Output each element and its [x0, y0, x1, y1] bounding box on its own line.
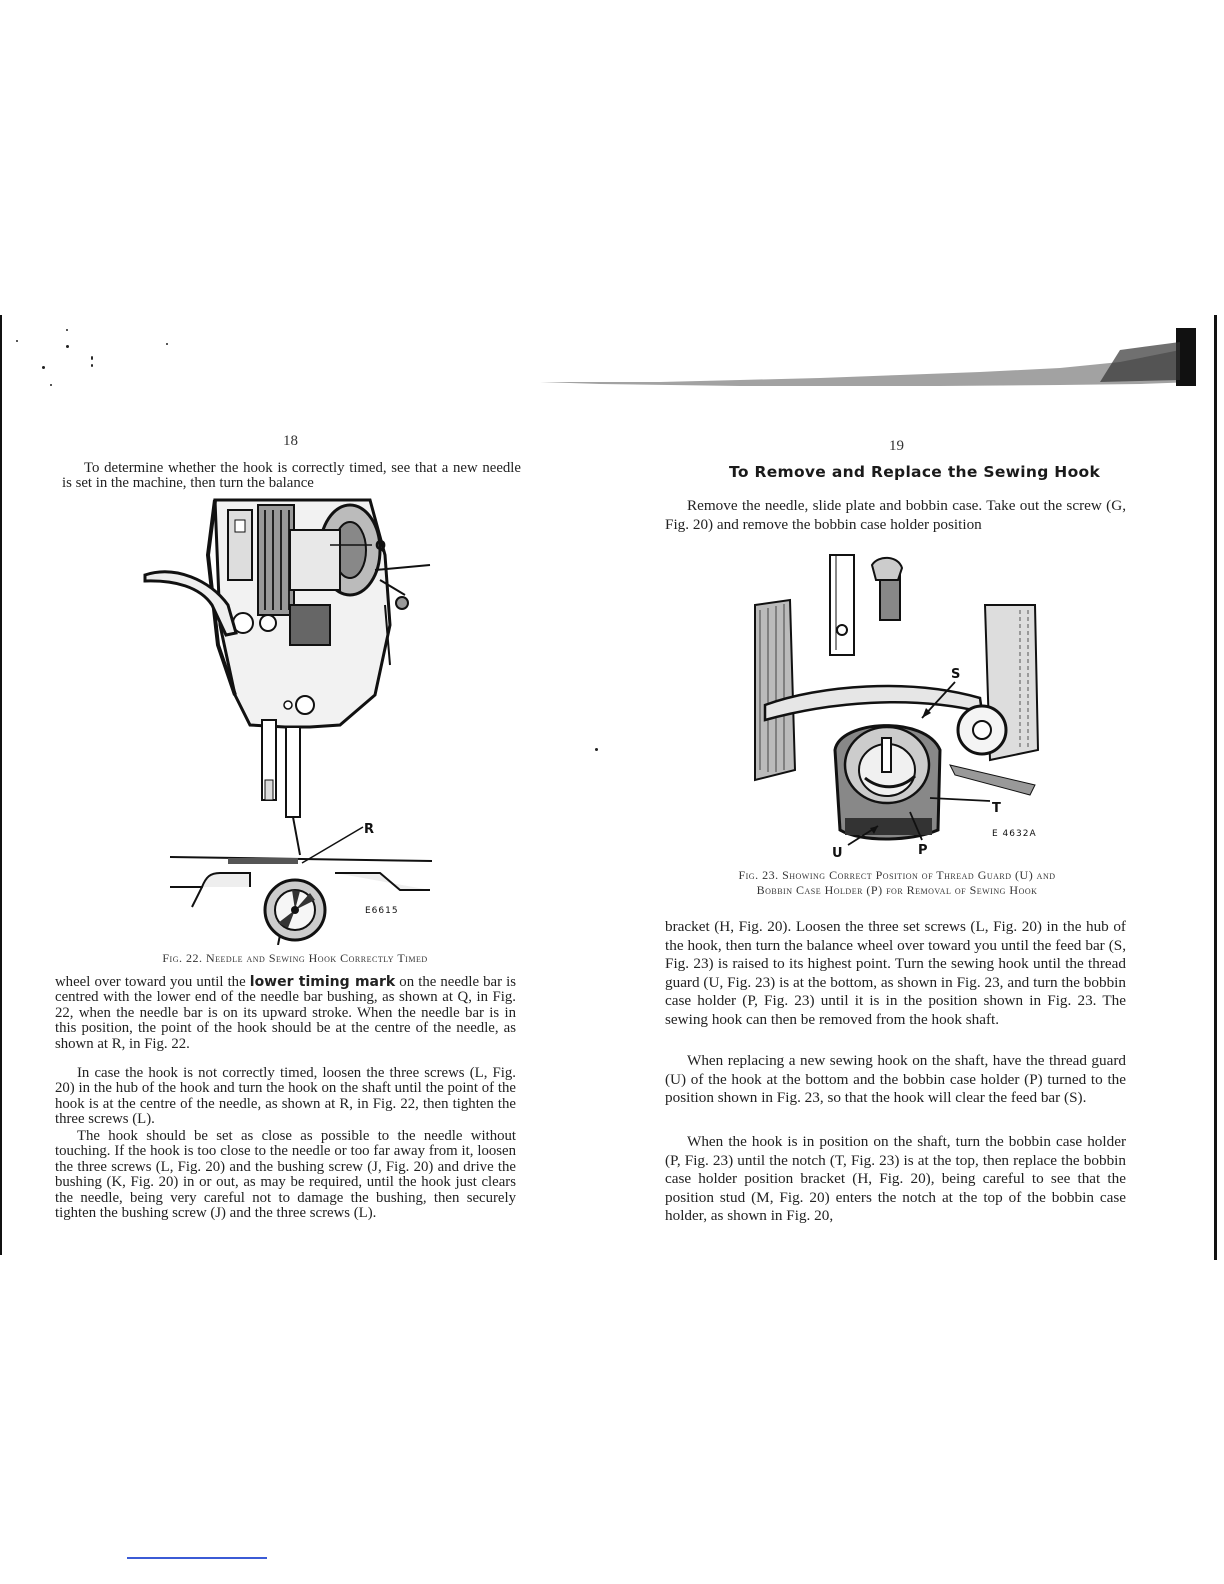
scan-speck — [595, 748, 598, 751]
left-paragraph-3: The hook should be set as close as possible to the needle without touching. If the hook is too close to the needle or too far away from it, loosen the three screws (L, Fig. 20) and the bushing screw (J, Fig. 20) and drive the bushing (K, Fig. 20) in or out, as may be required, until the hook just clears the needle, being very careful not to damage the bushing, then securely tighten the bushing screw (J) and the three screws (L). — [55, 1128, 516, 1222]
feed-bar — [765, 686, 982, 720]
right-paragraph-2: When replacing a new sewing hook on the shaft, have the thread guard (U) of the hook at the bottom and the bobbin case holder (P) turned to the position shown in Fig. 23, so that the hook will clear the feed bar (S). — [665, 1052, 1126, 1107]
section-heading: To Remove and Replace the Sewing Hook — [729, 463, 1101, 481]
scan-speck — [50, 384, 52, 386]
fig23-label-t: T — [992, 801, 1001, 816]
left-paragraph-1-end: on the needle bar is centred with the lower end of the needle bar bushing, as shown at Q, in Fig. 22, when the needle bar is on its upward stroke. When the needle bar is in this position, the point of the hook should be at the centre of the needle, as shown at R, in Fig. 22. — [55, 974, 516, 1052]
left-paragraph-2: In case the hook is not correctly timed, loosen the three screws (L, Fig. 20) in the hub of the hook and turn the hook on the shaft until the point of the hook is at the centre of the needle, as shown at R, in Fig. 22, then tighten the three screws (L). — [55, 1065, 516, 1128]
fig22-code: E6615 — [365, 906, 399, 916]
right-paragraph-3: When the hook is in position on the shaft, turn the bobbin case holder (P, Fig. 23) until the notch (T, Fig. 23) is at the top, then replace the bobbin case holder position bracket (H, Fig. 20), being careful to see that the position stud (M, Fig. 20) enters the notch at the top of the bobbin case holder, as shown in Fig. 20, — [665, 1133, 1126, 1225]
scan-border-left — [0, 315, 2, 1255]
left-paragraph-1-start: wheel over toward you until the — [55, 974, 250, 990]
scan-speck — [91, 356, 93, 360]
scan-bottom-line — [127, 1557, 267, 1559]
fig22-illustration — [140, 495, 440, 945]
fig23-caption-line-2: Bobbin Case Holder (P) for Removal of Sewing Hook — [756, 883, 1038, 897]
scan-border-right — [1214, 315, 1217, 1260]
scan-top-edge-shadow — [540, 320, 1200, 390]
fig23-caption-line-1: Fig. 23. Showing Correct Position of Thread Guard (U) and — [738, 868, 1056, 882]
fig22-label-q: Q — [375, 539, 387, 554]
fig23-label-s: S — [951, 667, 961, 682]
scan-speck — [42, 366, 45, 369]
scan-speck — [66, 345, 69, 348]
right-paragraph-1: bracket (H, Fig. 20). Loosen the three set screws (L, Fig. 20) in the hub of the hook, then turn the balance wheel over toward you until the feed bar (S, Fig. 23) is raised to its highest point. Turn the sewing hook until the thread guard (U, Fig. 23) is at the bottom, as shown in Fig. 23, and turn the bobbin case holder (P, Fig. 23) until it is in the position shown in Fig. 23. The sewing hook can then be removed from the hook shaft. — [665, 918, 1126, 1028]
fig23-label-p: P — [918, 843, 928, 858]
left-intro-paragraph: To determine whether the hook is correctly timed, see that a new needle is set in the machine, then turn the balance — [62, 460, 521, 492]
left-page-number: 18 — [283, 433, 298, 449]
right-page-number: 19 — [889, 438, 904, 454]
fig23-label-u: U — [832, 846, 843, 860]
fig22-label-r: R — [364, 822, 375, 837]
fig23-code: E 4632A — [992, 829, 1037, 839]
scan-speck — [66, 329, 68, 331]
left-paragraph-1 — [55, 975, 516, 1052]
fig22-caption: Fig. 22. Needle and Sewing Hook Correctly Timed — [162, 951, 428, 965]
right-intro-paragraph: Remove the needle, slide plate and bobbin case. Take out the screw (G, Fig. 20) and remove the bobbin case holder position — [665, 497, 1126, 533]
scan-speck — [91, 364, 93, 367]
scan-speck — [166, 343, 168, 345]
lower-timing-mark-emphasis: lower timing mark — [249, 974, 396, 990]
fig23-illustration — [750, 550, 1050, 860]
scan-speck — [16, 340, 18, 342]
